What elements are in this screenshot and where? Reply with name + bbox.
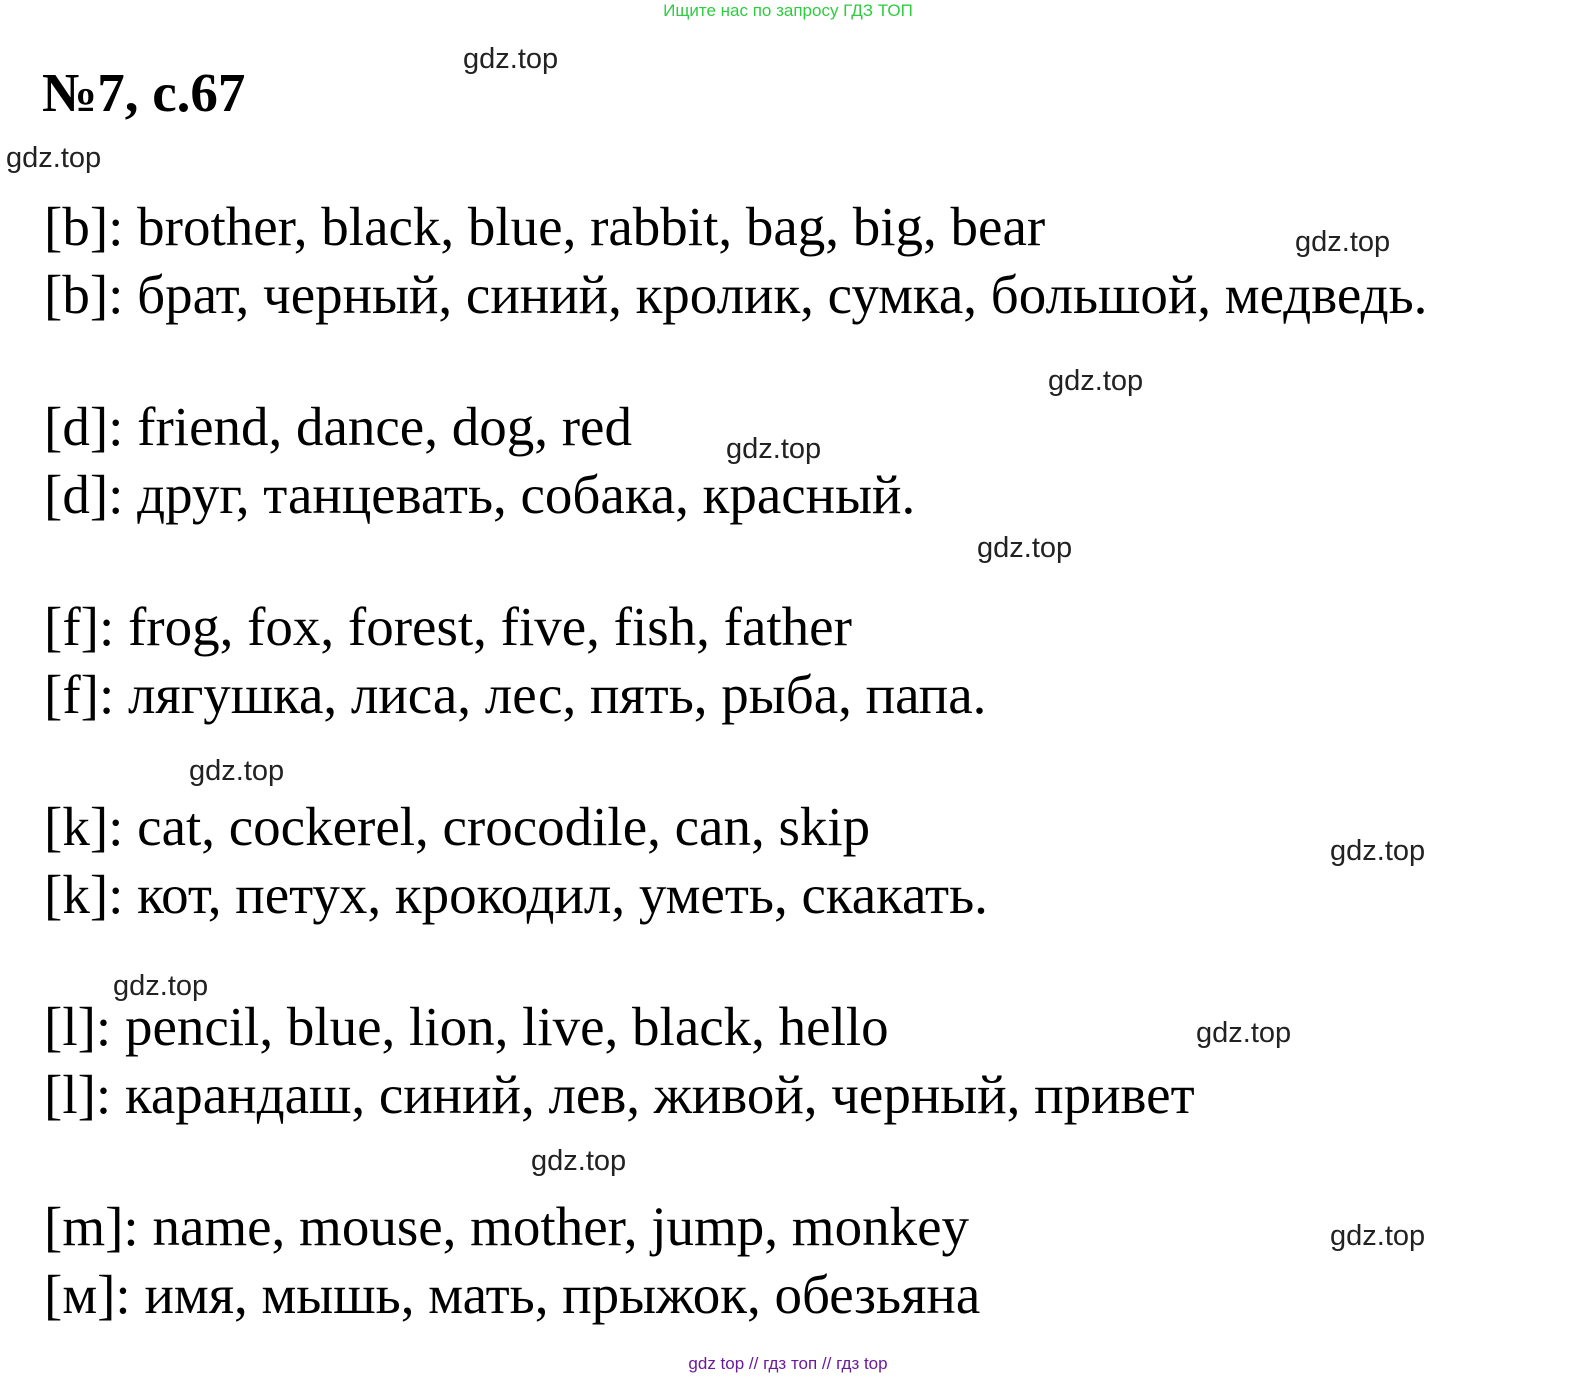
watermark: gdz.top — [1196, 1017, 1292, 1049]
russian-line-d: [d]: друг, танцевать, собака, красный. — [44, 464, 916, 525]
english-line-f: [f]: frog, fox, forest, five, fish, father — [44, 596, 852, 657]
watermark: gdz.top — [977, 532, 1073, 564]
watermark: gdz.top — [1295, 226, 1391, 258]
russian-line-m: [м]: имя, мышь, мать, прыжок, обезьяна — [44, 1264, 981, 1325]
russian-line-b: [b]: брат, черный, синий, кролик, сумка, большой, медведь. — [44, 264, 1428, 325]
watermark: gdz.top — [1048, 365, 1144, 397]
watermark: gdz.top — [726, 433, 822, 465]
page-title: №7, с.67 — [42, 62, 246, 123]
russian-line-k: [k]: кот, петух, крокодил, уметь, скакать. — [44, 864, 988, 925]
watermark: gdz.top — [113, 970, 209, 1002]
footer-watermark: gdz top // гдз топ // гдз top — [688, 1354, 888, 1373]
english-line-k: [k]: cat, cockerel, crocodile, can, skip — [44, 796, 871, 857]
russian-line-l: [l]: карандаш, синий, лев, живой, черный, привет — [44, 1064, 1195, 1125]
watermark: gdz.top — [189, 755, 285, 787]
top-banner: Ищите нас по запросу ГДЗ ТОП — [663, 1, 913, 20]
english-line-m: [m]: name, mouse, mother, jump, monkey — [44, 1196, 969, 1257]
watermark: gdz.top — [531, 1145, 627, 1177]
watermark: gdz.top — [1330, 835, 1426, 867]
watermark: gdz.top — [1330, 1220, 1426, 1252]
watermark: gdz.top — [463, 43, 559, 75]
english-line-l: [l]: pencil, blue, lion, live, black, hello — [44, 996, 889, 1057]
english-line-d: [d]: friend, dance, dog, red — [44, 396, 632, 457]
watermark: gdz.top — [6, 142, 102, 174]
russian-line-f: [f]: лягушка, лиса, лес, пять, рыба, папа. — [44, 664, 987, 725]
english-line-b: [b]: brother, black, blue, rabbit, bag, big, bear — [44, 196, 1046, 257]
